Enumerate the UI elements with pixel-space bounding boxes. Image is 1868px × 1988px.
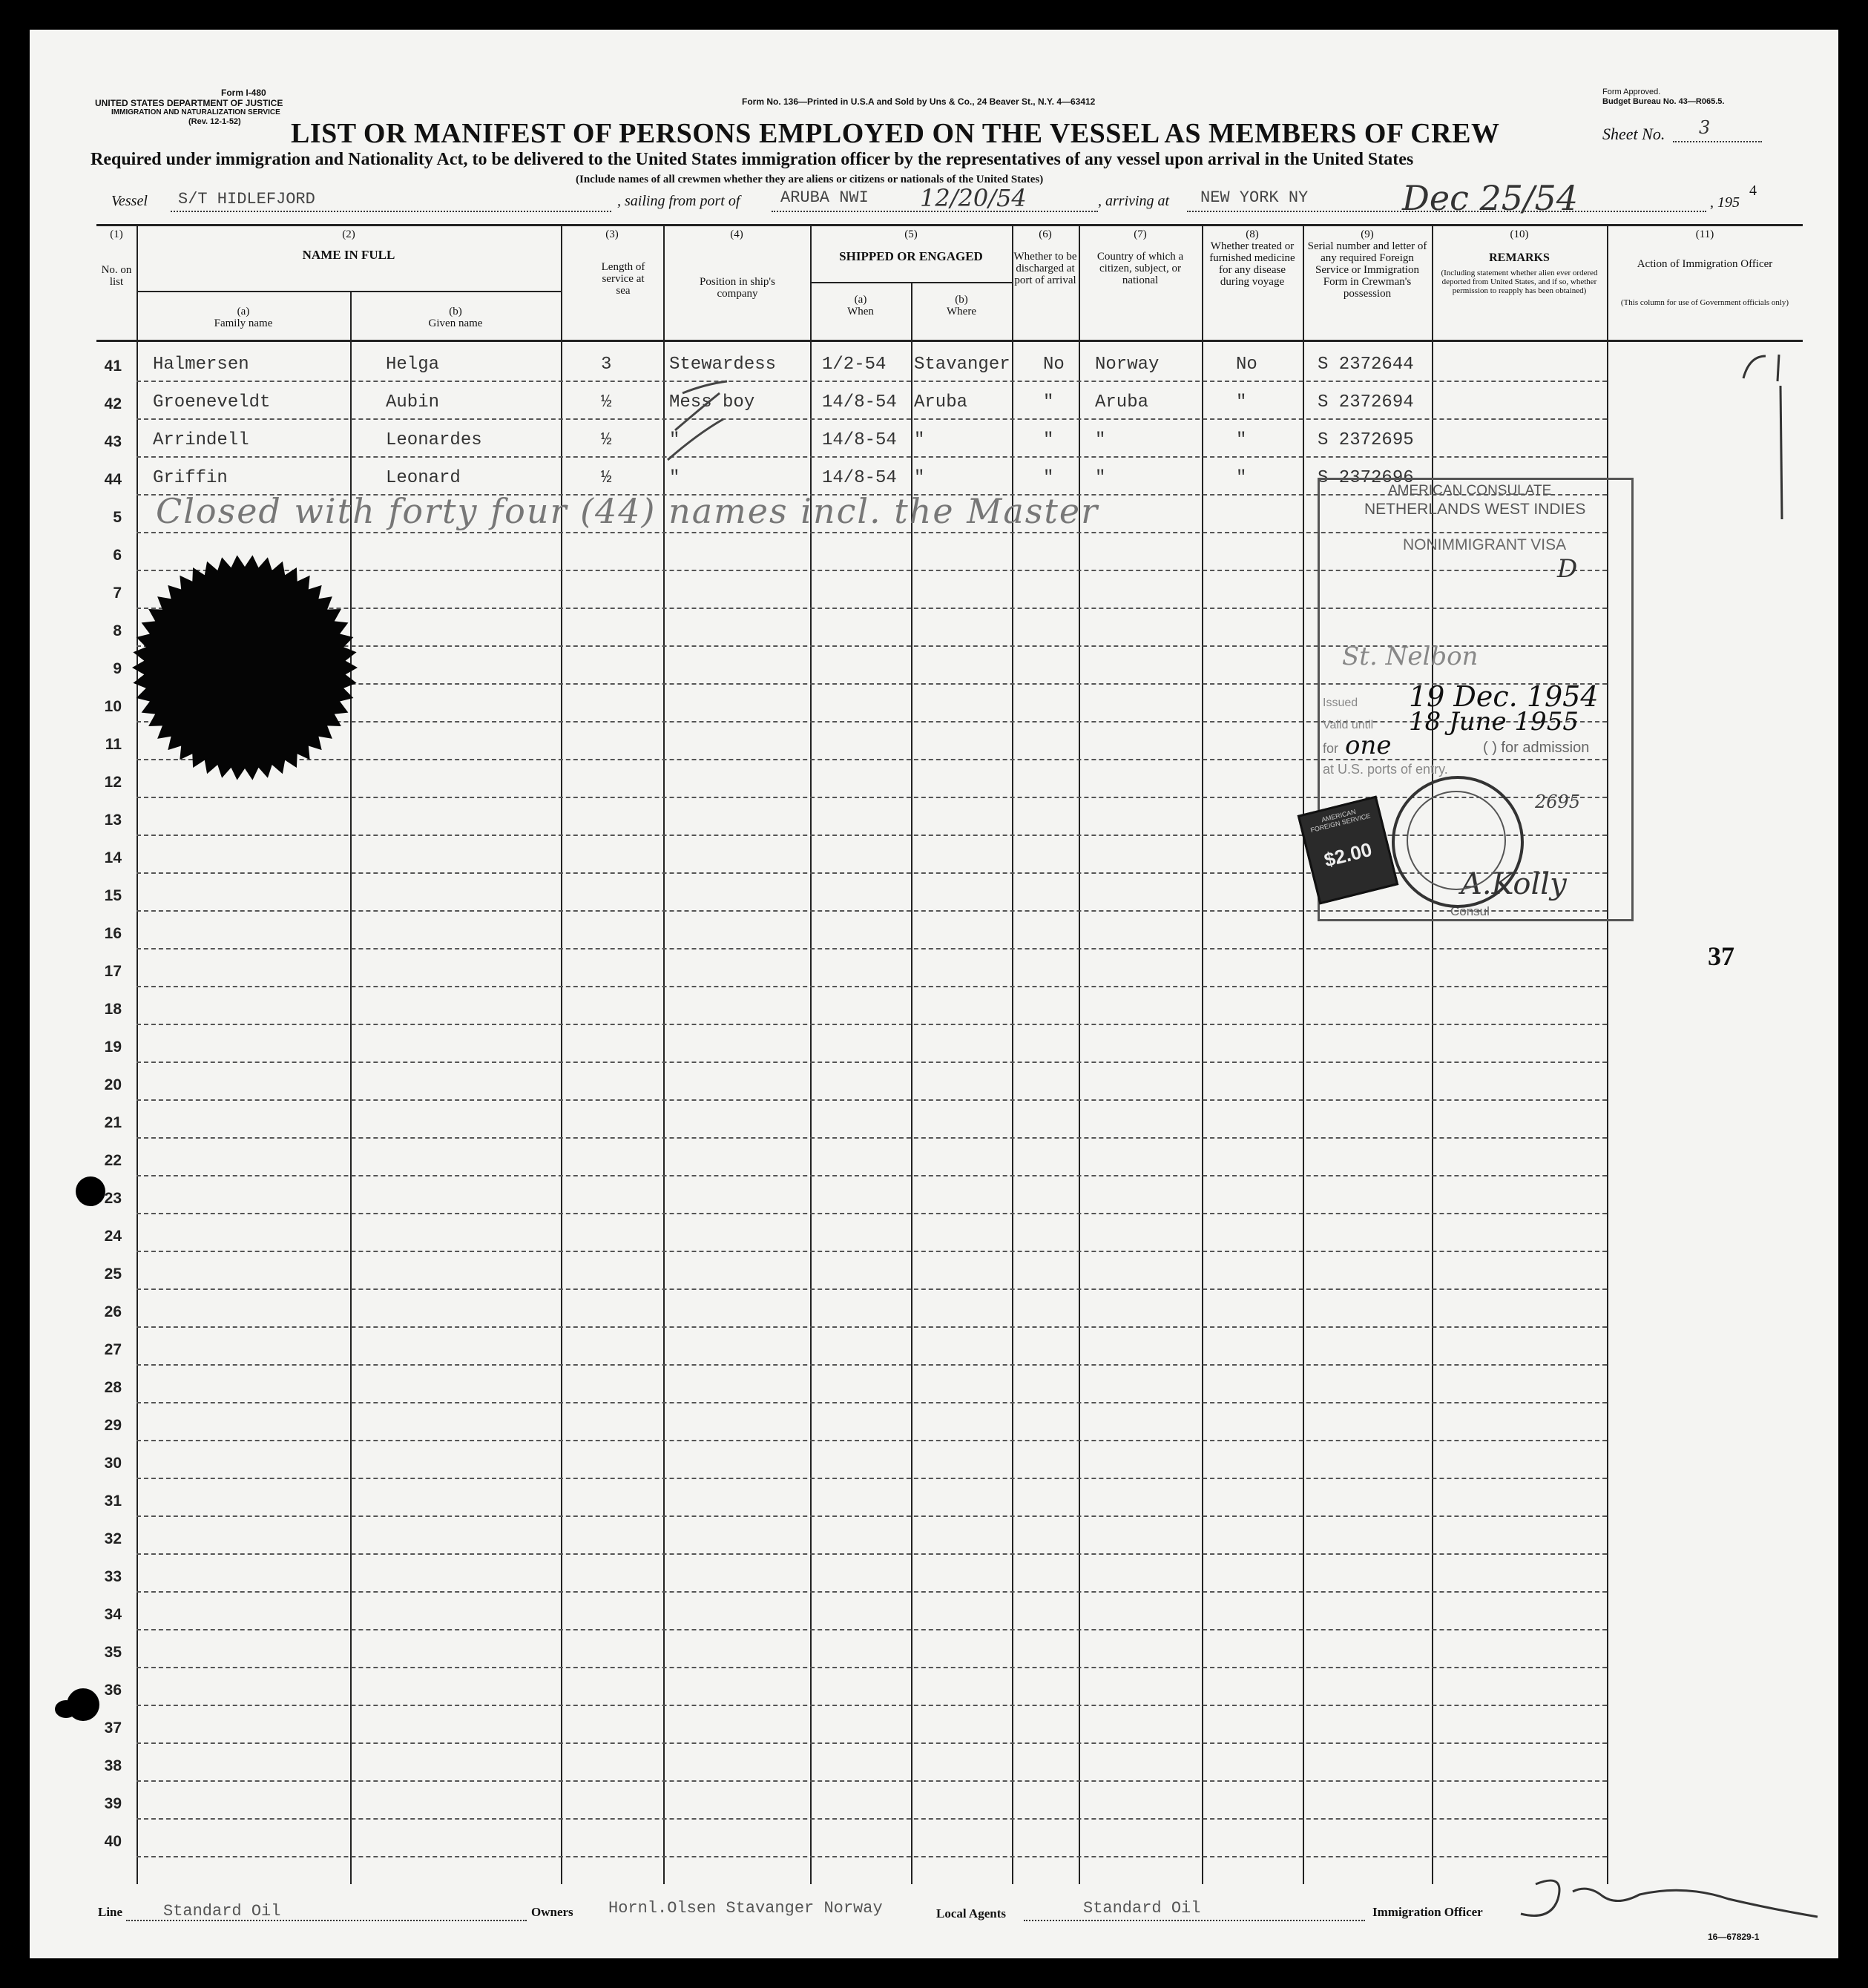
- position: Stewardess: [669, 355, 777, 375]
- row-rule: [137, 1213, 1607, 1214]
- col7-label: Country of which a citizen, subject, or national: [1096, 251, 1184, 286]
- col3-label: Length of service at sea: [601, 261, 645, 297]
- shipped-when: 14/8-54: [822, 468, 897, 488]
- revenue-stamp-text: AMERICAN FOREIGN SERVICE: [1309, 808, 1372, 835]
- visa-signature-2: A.Kolly: [1461, 867, 1567, 901]
- line-number: 10: [104, 698, 122, 715]
- row-rule: [137, 1062, 1607, 1063]
- discharged: No: [1043, 355, 1065, 375]
- col1-label: No. on list: [101, 264, 132, 288]
- visa-stamp-line-2: NETHERLANDS WEST INDIES: [1364, 501, 1586, 518]
- col8-label: Whether treated or furnished medicine for any disease during voyage: [1209, 240, 1295, 288]
- line-number: 22: [104, 1152, 122, 1169]
- medicine: ": [1236, 392, 1247, 412]
- line-number: 9: [113, 660, 122, 677]
- country: Aruba: [1095, 392, 1149, 412]
- name-subheader-rule: [137, 291, 561, 292]
- arriving-label: , arriving at: [1098, 193, 1170, 209]
- col4-label: Position in ship's company: [700, 276, 775, 300]
- punch-hole-icon: [76, 1176, 105, 1206]
- row-rule: [137, 1515, 1607, 1517]
- arriving-underline: [1187, 211, 1706, 212]
- line-number: 16: [104, 925, 122, 942]
- line-number: 25: [104, 1265, 122, 1283]
- row-rule: [137, 1818, 1607, 1820]
- line-number: 34: [104, 1606, 122, 1623]
- page-title: LIST OR MANIFEST OF PERSONS EMPLOYED ON THE VESSEL AS MEMBERS OF CREW: [291, 118, 1500, 149]
- footer-officer-label: Immigration Officer: [1372, 1905, 1483, 1919]
- officer-signature-icon: [1506, 1869, 1825, 1929]
- col-divider-3: [663, 224, 665, 1884]
- row-rule: [137, 1402, 1607, 1403]
- footer-owners-label: Owners: [531, 1905, 573, 1919]
- discharged: ": [1043, 430, 1054, 450]
- footer-owners-value: Hornl.Olsen Stavanger Norway: [608, 1899, 883, 1918]
- line-number: 36: [104, 1682, 122, 1699]
- col9-number: (9): [1361, 228, 1374, 240]
- line-number: 44: [104, 471, 122, 488]
- col5-label: SHIPPED OR ENGAGED: [839, 249, 983, 263]
- discharged: ": [1043, 468, 1054, 488]
- serial-number: S 2372695: [1318, 430, 1414, 450]
- line-number: 31: [104, 1492, 122, 1510]
- row-rule: [137, 1591, 1607, 1593]
- position: ": [669, 468, 680, 488]
- col-divider-4: [810, 224, 812, 1884]
- col5a-number: (a): [854, 294, 867, 306]
- serial-number: S 2372644: [1318, 355, 1414, 375]
- family-name: Arrindell: [153, 430, 249, 450]
- line-number: 18: [104, 1001, 122, 1018]
- length-of-service: 3: [601, 355, 612, 375]
- line-number: 32: [104, 1530, 122, 1547]
- col5-number: (5): [904, 228, 918, 240]
- footer-agents-value: Standard Oil: [1083, 1899, 1201, 1918]
- approval-line-1: Form Approved.: [1602, 88, 1661, 96]
- shipped-where: ": [914, 430, 925, 450]
- approval-line-2: Budget Bureau No. 43—R065.5.: [1602, 97, 1725, 106]
- seal-icon: [126, 549, 364, 786]
- check-marks: [660, 378, 749, 467]
- sailing-from-label: , sailing from port of: [617, 193, 740, 209]
- vessel-underline: [171, 211, 611, 212]
- row-rule: [137, 1553, 1607, 1555]
- col-divider-9: [1432, 224, 1433, 1884]
- page-mark: 37: [1708, 941, 1734, 971]
- line-number: 28: [104, 1379, 122, 1396]
- family-name: Griffin: [153, 468, 228, 488]
- col-divider-8: [1303, 224, 1304, 1884]
- row-rule: [137, 1137, 1607, 1139]
- col6-label: Whether to be discharged at port of arrival: [1013, 251, 1077, 286]
- visa-stamp-line-1: AMERICAN CONSULATE: [1388, 483, 1552, 498]
- line-number: 27: [104, 1341, 122, 1358]
- arriving-value: NEW YORK NY: [1200, 188, 1309, 207]
- visa-class: D: [1557, 554, 1578, 584]
- line-number: 13: [104, 812, 122, 829]
- table-header-bottom-border: [96, 340, 1803, 342]
- visa-signature-1: St. Nelbon: [1342, 642, 1479, 671]
- length-of-service: ½: [601, 468, 612, 488]
- line-number: 20: [104, 1076, 122, 1093]
- visa-issued-date: 19 Dec. 1954: [1409, 680, 1599, 713]
- shipped-when: 1/2-54: [822, 355, 887, 375]
- footer-line-label: Line: [98, 1905, 123, 1919]
- length-of-service: ½: [601, 430, 612, 450]
- col6-number: (6): [1039, 228, 1052, 240]
- sailing-from-underline: [772, 211, 1098, 212]
- vessel-label: Vessel: [111, 193, 148, 209]
- row-rule: [137, 948, 1607, 949]
- row-rule: [137, 1629, 1607, 1630]
- line-number: 40: [104, 1833, 122, 1850]
- punch-hole-icon: [55, 1700, 77, 1718]
- row-rule: [137, 1364, 1607, 1366]
- row-rule: [137, 1251, 1607, 1252]
- shipped-where: Aruba: [914, 392, 968, 412]
- row-rule: [137, 986, 1607, 987]
- year-value: 4: [1749, 182, 1757, 199]
- row-rule: [137, 1742, 1607, 1744]
- col10-sublabel: (Including statement whether alien ever ordered deported from United States, and if so, whether permission to reapply has been obtained): [1441, 269, 1598, 295]
- visa-for-value: one: [1345, 731, 1392, 760]
- visa-for-label: for: [1323, 741, 1339, 756]
- row-rule: [137, 1478, 1607, 1479]
- serial-number: S 2372696: [1318, 468, 1414, 488]
- row-rule: [137, 456, 1607, 458]
- row-rule: [137, 1856, 1607, 1857]
- row-rule: [137, 1175, 1607, 1176]
- page-note: (Include names of all crewmen whether they are aliens or citizens or nationals of the United States): [576, 174, 1044, 185]
- col2b-label: Given name: [428, 317, 483, 329]
- col11-sublabel: (This column for use of Government officials only): [1620, 298, 1789, 307]
- line-number: 23: [104, 1190, 122, 1207]
- sailing-from-value: ARUBA NWI: [780, 188, 869, 207]
- sheet-number-value: 3: [1699, 117, 1711, 138]
- line-number: 37: [104, 1719, 122, 1737]
- service-line: IMMIGRATION AND NATURALIZATION SERVICE: [111, 108, 280, 116]
- medicine: No: [1236, 355, 1257, 375]
- arrival-date: Dec 25/54: [1402, 178, 1579, 218]
- row-rule: [137, 1024, 1607, 1025]
- serial-number: S 2372694: [1318, 392, 1414, 412]
- shipped-when: 14/8-54: [822, 392, 897, 412]
- line-number: 43: [104, 433, 122, 450]
- line-number: 21: [104, 1114, 122, 1131]
- col3-number: (3): [605, 228, 619, 240]
- revenue-stamp-value: $2.00: [1321, 837, 1375, 872]
- row-rule: [137, 1326, 1607, 1328]
- line-number: 15: [104, 887, 122, 904]
- line-number: 42: [104, 395, 122, 412]
- row-rule: [137, 1288, 1607, 1290]
- family-name: Halmersen: [153, 355, 249, 375]
- line-number: 17: [104, 963, 122, 980]
- family-name: Groeneveldt: [153, 392, 271, 412]
- col2a-label: Family name: [214, 317, 273, 329]
- line-number: 29: [104, 1417, 122, 1434]
- col2a-number: (a): [237, 306, 250, 317]
- shipped-where: Stavanger: [914, 355, 1010, 375]
- footer-line-value: Standard Oil: [163, 1902, 281, 1920]
- col10-number: (10): [1510, 228, 1529, 240]
- col4-number: (4): [730, 228, 743, 240]
- row-rule: [137, 1780, 1607, 1782]
- row-rule: [137, 1667, 1607, 1668]
- visa-consul-label: Consul: [1450, 904, 1490, 918]
- line-number: 14: [104, 849, 122, 866]
- line-number: 30: [104, 1455, 122, 1472]
- footer-agents-underline: [1024, 1920, 1365, 1921]
- sheet-number-label: Sheet No.: [1602, 125, 1665, 143]
- visa-stamp-line-3: NONIMMIGRANT VISA: [1403, 536, 1567, 553]
- visa-valid-date: 18 June 1955: [1409, 707, 1579, 737]
- row-rule: [137, 418, 1607, 420]
- col11-number: (11): [1695, 228, 1714, 240]
- closing-note: Closed with forty four (44) names incl. the Master: [156, 491, 1099, 531]
- col8-number: (8): [1246, 228, 1259, 240]
- printer-line: Form No. 136—Printed in U.S.A and Sold by Uns & Co., 24 Beaver St., N.Y. 4—63412: [742, 96, 1096, 107]
- line-number: 7: [113, 585, 122, 602]
- line-number: 39: [104, 1795, 122, 1812]
- line-number: 8: [113, 622, 122, 639]
- discharged: ": [1043, 392, 1054, 412]
- position: Mess boy: [669, 392, 755, 412]
- line-number: 19: [104, 1039, 122, 1056]
- col1-number: (1): [110, 228, 123, 240]
- col5a-label: When: [847, 306, 874, 317]
- shipped-when: 14/8-54: [822, 430, 897, 450]
- line-number: 26: [104, 1303, 122, 1320]
- line-number: 11: [105, 736, 122, 753]
- sheet-number-underline: [1673, 141, 1762, 142]
- revision-line: (Rev. 12-1-52): [188, 117, 241, 126]
- line-number: 24: [104, 1228, 122, 1245]
- line-number: 33: [104, 1568, 122, 1585]
- medicine: ": [1236, 468, 1247, 488]
- visa-valid-label: Valid until: [1323, 719, 1374, 731]
- col10-label: REMARKS: [1489, 251, 1550, 264]
- col2-number: (2): [342, 228, 355, 240]
- visa-issued-label: Issued: [1323, 697, 1358, 709]
- row-rule: [137, 1099, 1607, 1101]
- col5b-label: Where: [947, 306, 976, 317]
- page-subtitle: Required under immigration and Nationality Act, to be delivered to the United States immigration officer by the representatives of any vessel upon arrival in the United States: [91, 150, 1414, 169]
- manifest-sheet: [30, 30, 1838, 1958]
- footer-line-underline: [126, 1920, 527, 1921]
- row-rule: [137, 1440, 1607, 1441]
- line-number: 12: [104, 774, 122, 791]
- row-rule: [137, 381, 1607, 382]
- position: ": [669, 430, 680, 450]
- vessel-value: S/T HIDLEFJORD: [178, 190, 315, 208]
- col5b-number: (b): [955, 294, 968, 306]
- country: Norway: [1095, 355, 1160, 375]
- col11-label: Action of Immigration Officer: [1637, 258, 1773, 270]
- line-number: 5: [113, 509, 122, 526]
- line-number: 35: [104, 1644, 122, 1661]
- footer-form-code: 16—67829-1: [1708, 1932, 1760, 1942]
- footer-agents-label: Local Agents: [936, 1906, 1006, 1920]
- row-rule: [137, 1705, 1607, 1706]
- given-name: Leonard: [386, 468, 461, 488]
- line-number: 38: [104, 1757, 122, 1774]
- col-divider-6: [1079, 224, 1080, 1884]
- country: ": [1095, 468, 1106, 488]
- visa-entry: at U.S. ports of entry.: [1323, 762, 1448, 777]
- given-name: Helga: [386, 355, 440, 375]
- shipped-where: ": [914, 468, 925, 488]
- col7-number: (7): [1134, 228, 1147, 240]
- line-number: 6: [113, 547, 122, 564]
- col-divider-2: [561, 224, 562, 1884]
- table-top-border: [96, 224, 1803, 226]
- col9-label: Serial number and letter of any required Foreign Service or Immigration Form in Crewman's possession: [1307, 240, 1427, 300]
- sailing-from-date: 12/20/54: [920, 184, 1027, 212]
- col-divider-1: [137, 224, 138, 1884]
- length-of-service: ½: [601, 392, 612, 412]
- year-label: , 195: [1710, 194, 1740, 211]
- country: ": [1095, 430, 1106, 450]
- medicine: ": [1236, 430, 1247, 450]
- col2b-number: (b): [449, 306, 462, 317]
- form-number: Form I-480: [221, 88, 266, 98]
- given-name: Aubin: [386, 392, 440, 412]
- col-divider-5: [1012, 224, 1013, 1884]
- col2-label: NAME IN FULL: [302, 248, 395, 262]
- line-number: 41: [104, 358, 122, 375]
- given-name: Leonardes: [386, 430, 482, 450]
- visa-fee: 2695: [1535, 791, 1581, 812]
- col-divider-10: [1607, 224, 1608, 1884]
- department-line: UNITED STATES DEPARTMENT OF JUSTICE: [95, 98, 283, 108]
- col-divider-7: [1202, 224, 1203, 1884]
- officer-bracket: [1736, 349, 1795, 527]
- consulate-round-seal-inner-icon: [1407, 791, 1506, 890]
- visa-admission: ( ) for admission: [1483, 740, 1590, 756]
